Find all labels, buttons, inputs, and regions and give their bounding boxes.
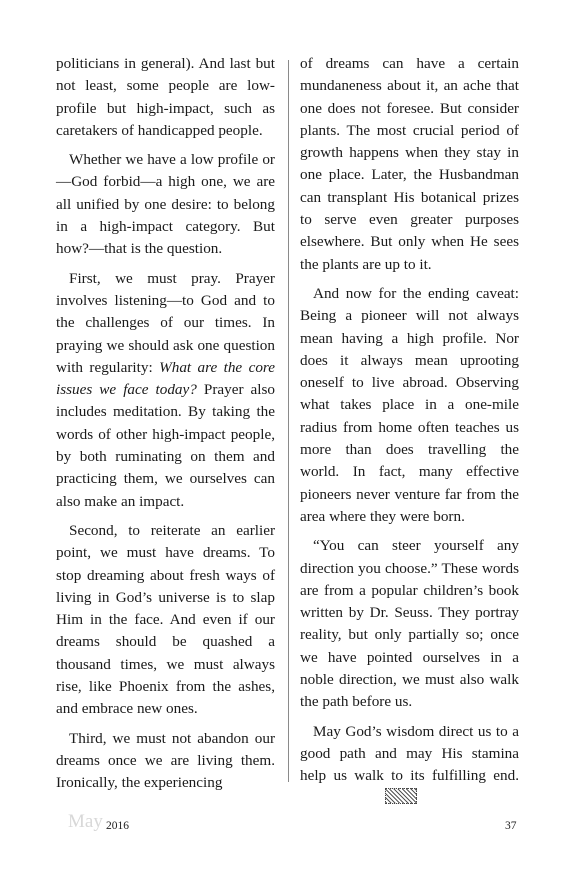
paragraph bbox=[300, 721, 519, 810]
left-column bbox=[56, 53, 275, 795]
paragraph bbox=[56, 268, 275, 513]
right-column bbox=[300, 53, 519, 810]
paragraph-text: Prayer also includes meditation. By taking the words of other high-impact people, by both ruminating on them and practicing them, we ourselves can also make an impact. bbox=[56, 381, 275, 510]
paragraph: Second, to reiterate an earlier point, we must have dreams. To stop dreaming about fresh ways of living in God’s universe is to slap Him in the face. And even if our dreams should be quashed a thousand times, we must always rise, like Phoenix from the ashes, and embrace new ones. bbox=[56, 521, 275, 718]
italic-question: What are the core issues we face today? bbox=[56, 358, 276, 399]
paragraph: of dreams can have a certain mundaneness about it, an ache that one does not foresee. But consider plants. The most crucial period of growth happens when they stay in one place. Later, the Husbandman can transplant His botanical prizes to serve even greater purposes elsewhere. But only when He sees the plants are up to it. bbox=[300, 55, 519, 273]
paragraph: Third, we must not abandon our dreams once we are living them. Ironically, the experiencing bbox=[56, 729, 275, 792]
paragraph: “You can steer yourself any direction you choose.” These words are from a popular children’s book written by Dr. Seuss. They portray reality, but only partially so; once we have pointed ourselves in a noble direction, we must also walk the path before us. bbox=[300, 537, 519, 711]
paragraph-text: May God’s wisdom direct us to a good path and may His stamina help us walk to its fulfilling end. bbox=[300, 722, 519, 785]
paragraph: Whether we have a low profile or—God forbid—a high one, we are all unified by one desire: to belong in a high-impact category. But how?—that is the question. bbox=[56, 151, 275, 258]
column-divider bbox=[288, 60, 289, 782]
footer-magazine-title: May bbox=[68, 811, 103, 832]
end-of-article-icon bbox=[385, 788, 417, 804]
paragraph: And now for the ending caveat: Being a pioneer will not always mean having a high profile. Nor does it always mean uprooting oneself to live abroad. Observing what takes place in a one-mile radius from home often teaches us more than does travelling the world. In fact, many effective pioneers never venture far from the area where they were born. bbox=[300, 284, 519, 525]
paragraph: politicians in general). And last but not least, some people are low-profile but high-impact, such as caretakers of handicapped people. bbox=[56, 55, 275, 139]
paragraph-text: First, we must pray. Prayer involves listening—to God and to the challenges of our times. In praying we should ask one question with regularity: bbox=[56, 269, 275, 376]
footer-year: 2016 bbox=[106, 820, 129, 832]
page-number: 37 bbox=[505, 820, 517, 832]
